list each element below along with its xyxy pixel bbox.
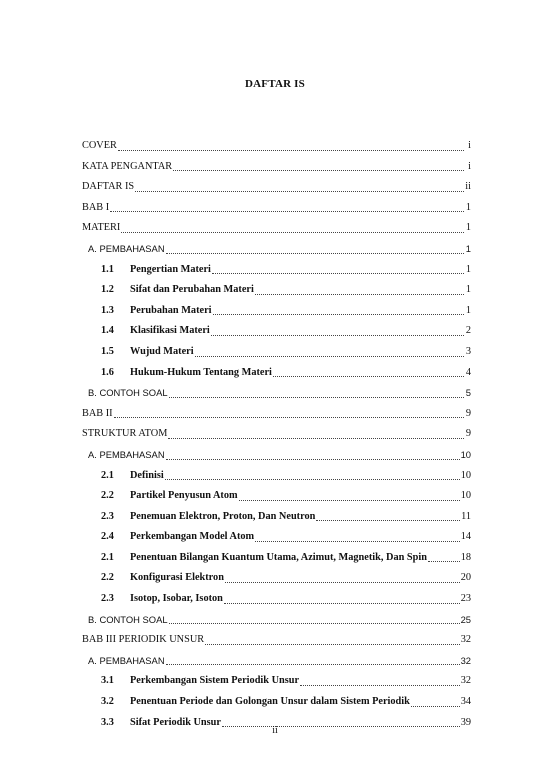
- toc-entry-page: 34: [460, 696, 471, 708]
- toc-entry-label: Pengertian Materi: [130, 263, 211, 275]
- toc-entry: [82, 448, 471, 469]
- toc-entry: [82, 366, 471, 387]
- toc-entry-page: 25: [460, 613, 471, 625]
- toc-entry: [82, 407, 471, 428]
- toc-entry-page: 10: [460, 469, 471, 481]
- dot-leader: [411, 706, 460, 707]
- toc-entry-number: 2.3: [101, 593, 114, 605]
- dot-leader: [121, 232, 464, 233]
- toc-entry: [82, 201, 471, 222]
- toc-entry-label: Konfigurasi Elektron: [130, 572, 224, 584]
- toc-entry: [82, 469, 471, 490]
- toc-entry: [82, 221, 471, 242]
- toc-entry-page: 9: [465, 428, 471, 440]
- toc-entry-page: 1: [465, 263, 471, 275]
- toc-entry-label: B. CONTOH SOAL: [88, 613, 168, 625]
- toc-entry-number: 2.2: [101, 572, 114, 584]
- toc-entry-page: 5: [465, 387, 471, 399]
- toc-entry-label: BAB II: [82, 407, 113, 419]
- dot-leader: [205, 644, 460, 645]
- dot-leader: [169, 623, 460, 624]
- toc-entry: [82, 571, 471, 592]
- dot-leader: [300, 685, 460, 686]
- toc-entry-number: 1.5: [101, 345, 114, 357]
- toc-entry-label: Penentuan Periode dan Golongan Unsur dalam Sistem Periodik: [130, 696, 410, 708]
- toc-entry: [82, 283, 471, 304]
- dot-leader: [273, 376, 464, 377]
- dot-leader: [255, 294, 464, 295]
- toc-entry-label: Perubahan Materi: [130, 304, 212, 316]
- toc-entry: [82, 180, 471, 201]
- dot-leader: [195, 356, 464, 357]
- toc-entry: [82, 592, 471, 613]
- toc-entry-label: Definisi: [130, 469, 164, 481]
- toc-entry-label: Isotop, Isobar, Isoton: [130, 593, 223, 605]
- toc-entry-page: 32: [460, 675, 471, 687]
- toc-entry-page: 3: [465, 345, 471, 357]
- toc-entry-page: ii: [465, 181, 471, 193]
- toc-entry-label: Penentuan Bilangan Kuantum Utama, Azimut, Magnetik, Dan Spin: [130, 551, 427, 563]
- dot-leader: [428, 561, 460, 562]
- toc-entry-number: 2.3: [101, 510, 114, 522]
- toc-entry-page: i: [468, 160, 471, 172]
- dot-leader: [316, 520, 460, 521]
- toc-entry-label: BAB I: [82, 201, 110, 213]
- toc-entry-label: BAB III PERIODIK UNSUR: [82, 634, 205, 646]
- toc-entry-label: DAFTAR IS: [82, 181, 135, 193]
- toc-entry: [82, 324, 471, 345]
- toc-entry: [82, 242, 471, 263]
- dot-leader: [165, 479, 460, 480]
- toc-entry-label: B. CONTOH SOAL: [88, 387, 168, 399]
- toc-entry-label: Wujud Materi: [130, 345, 194, 357]
- toc-entry: [82, 160, 471, 181]
- toc-entry-number: 3.1: [101, 675, 114, 687]
- dot-leader: [118, 150, 464, 151]
- toc-entry-number: 2.1: [101, 551, 114, 563]
- toc-entry-page: 1: [465, 242, 471, 254]
- toc-entry: [82, 530, 471, 551]
- toc-entry: [82, 263, 471, 284]
- toc-entry: [82, 345, 471, 366]
- dot-leader: [168, 438, 464, 439]
- toc-entry-number: 1.3: [101, 304, 114, 316]
- toc-entry-label: Sifat dan Perubahan Materi: [130, 284, 254, 296]
- toc-entry-label: Partikel Penyusun Atom: [130, 490, 238, 502]
- dot-leader: [166, 664, 460, 665]
- dot-leader: [114, 417, 464, 418]
- toc-entry-page: 1: [465, 284, 471, 296]
- toc-entry-label: Hukum-Hukum Tentang Materi: [130, 366, 272, 378]
- dot-leader: [213, 314, 464, 315]
- toc-entry: [82, 427, 471, 448]
- toc-entry-page: 4: [465, 366, 471, 378]
- dot-leader: [224, 603, 460, 604]
- toc-entry-page: 1: [465, 304, 471, 316]
- toc-entry-label: STRUKTUR ATOM: [82, 428, 168, 440]
- dot-leader: [225, 582, 460, 583]
- toc-entry-page: 10: [460, 490, 471, 502]
- toc-entry: [82, 386, 471, 407]
- dot-leader: [211, 335, 464, 336]
- page-title: DAFTAR IS: [245, 78, 305, 90]
- toc-entry-number: 2.1: [101, 469, 114, 481]
- table-of-contents: [82, 139, 471, 736]
- toc-entry: [82, 489, 471, 510]
- toc-entry-page: 9: [465, 407, 471, 419]
- toc-entry-label: Penemuan Elektron, Proton, Dan Neutron: [130, 510, 316, 522]
- toc-entry-page: i: [468, 140, 471, 151]
- toc-entry-number: 1.6: [101, 366, 114, 378]
- toc-entry-label: A. PEMBAHASAN: [88, 448, 165, 460]
- toc-entry-label: Sifat Periodik Unsur: [130, 716, 221, 728]
- toc-entry-page: 2: [465, 325, 471, 337]
- toc-entry: [82, 654, 471, 675]
- toc-entry: [82, 674, 471, 695]
- dot-leader: [166, 459, 460, 460]
- toc-entry: [82, 613, 471, 634]
- toc-entry-label: Perkembangan Sistem Periodik Unsur: [130, 675, 300, 687]
- toc-entry-label: Klasifikasi Materi: [130, 325, 210, 337]
- toc-entry-page: 20: [460, 572, 471, 584]
- page-number: ii: [272, 725, 278, 736]
- toc-entry-number: 2.4: [101, 531, 114, 543]
- toc-entry-label: A. PEMBAHASAN: [88, 242, 165, 254]
- toc-entry-page: 39: [460, 716, 471, 728]
- dot-leader: [239, 500, 460, 501]
- toc-entry-page: 1: [465, 201, 471, 213]
- toc-entry-page: 32: [460, 634, 471, 646]
- toc-entry-number: 2.2: [101, 490, 114, 502]
- dot-leader: [166, 253, 464, 254]
- toc-entry: [82, 510, 471, 531]
- toc-entry-number: 1.2: [101, 284, 114, 296]
- dot-leader: [173, 170, 464, 171]
- toc-entry-number: 1.1: [101, 263, 114, 275]
- toc-entry-number: 3.2: [101, 696, 114, 708]
- toc-entry-page: 18: [460, 551, 471, 563]
- toc-entry-page: 32: [460, 654, 471, 666]
- toc-entry-page: 1: [465, 222, 471, 234]
- dot-leader: [255, 541, 460, 542]
- toc-entry-page: 11: [461, 510, 471, 522]
- dot-leader: [135, 191, 464, 192]
- toc-entry: [82, 304, 471, 325]
- dot-leader: [169, 397, 464, 398]
- toc-entry-page: 23: [460, 593, 471, 605]
- toc-entry-label: Perkembangan Model Atom: [130, 531, 255, 543]
- toc-entry-label: MATERI: [82, 222, 121, 234]
- toc-entry: [82, 139, 471, 160]
- toc-entry-page: 14: [460, 531, 471, 543]
- toc-entry-label: A. PEMBAHASAN: [88, 654, 165, 666]
- toc-entry-label: KATA PENGANTAR: [82, 160, 173, 172]
- dot-leader: [110, 211, 464, 212]
- toc-entry: [82, 551, 471, 572]
- toc-entry-number: 1.4: [101, 325, 114, 337]
- toc-entry-number: 3.3: [101, 716, 114, 728]
- toc-entry: [82, 633, 471, 654]
- dot-leader: [212, 273, 464, 274]
- toc-entry: [82, 695, 471, 716]
- toc-entry-page: 10: [460, 448, 471, 460]
- toc-entry-label: COVER: [82, 140, 117, 151]
